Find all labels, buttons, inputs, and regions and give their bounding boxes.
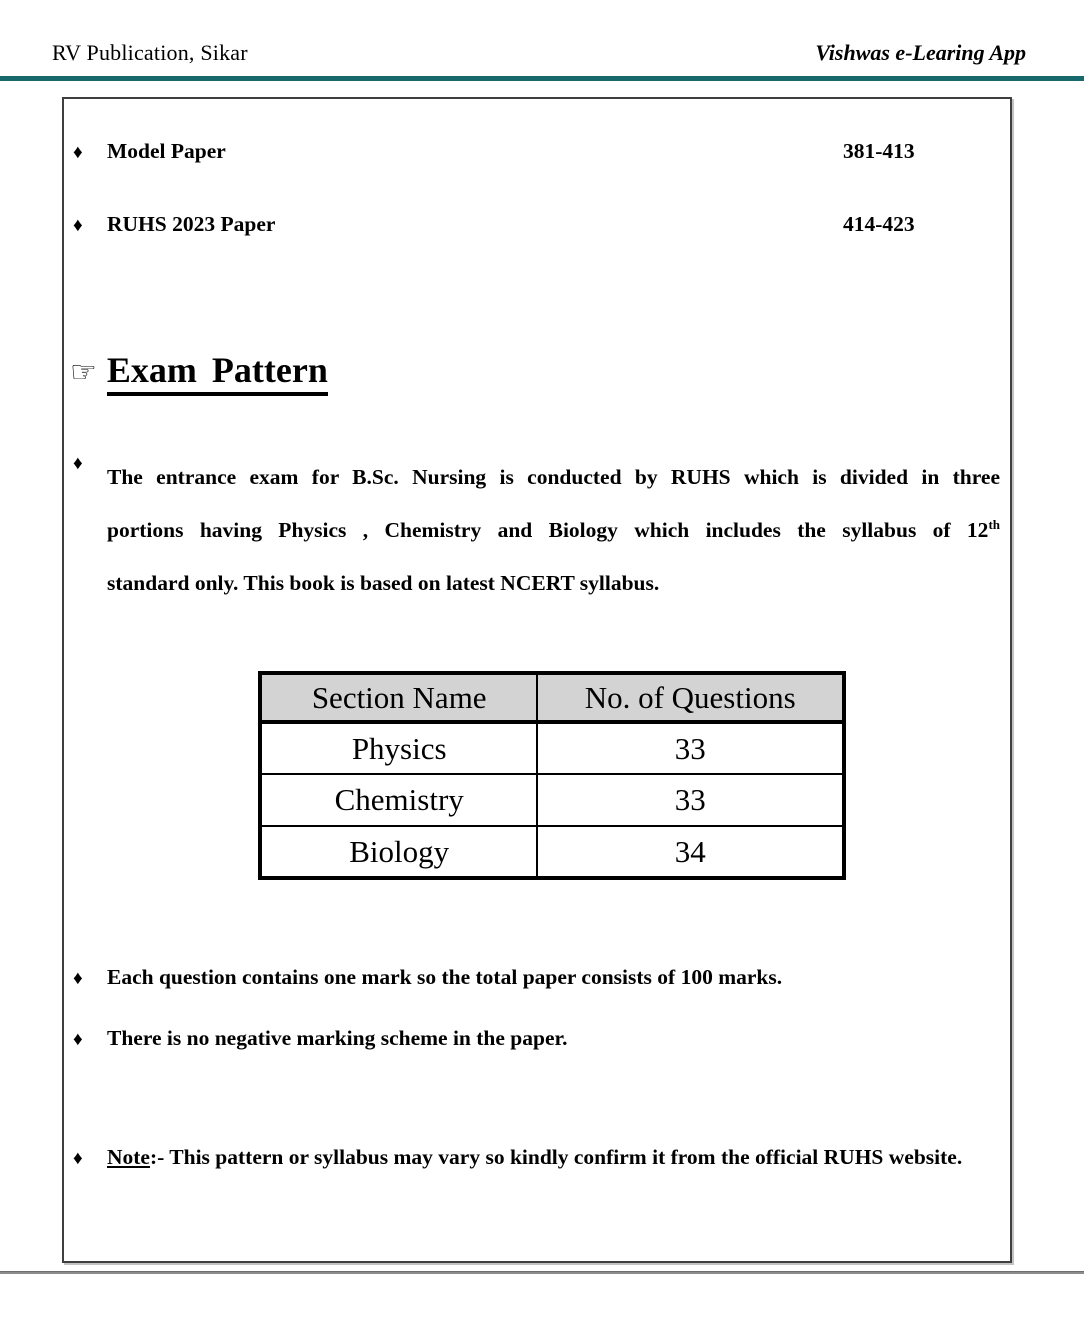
cell-section-name: Biology (260, 826, 537, 878)
note-disclaimer-text: :- This pattern or syllabus may vary so kindly confirm it from the official RUHS website. (149, 1145, 963, 1169)
toc-item-pages: 414-423 (843, 212, 915, 236)
note-text: Each question contains one mark so the total paper consists of 100 marks. (107, 965, 783, 989)
toc-item-model-paper (64, 139, 1010, 164)
note-negative-marking (64, 1026, 1010, 1051)
app-name: Vishwas e-Learing App (815, 40, 1026, 65)
pointing-hand-icon: ☞ (70, 356, 97, 389)
intro-line-1: The entrance exam for B.Sc. Nursing is conducted by RUHS which is divided in three (107, 465, 1000, 489)
note-disclaimer (64, 1145, 1010, 1170)
exam-pattern-table (258, 671, 846, 880)
diamond-bullet-icon: ♦ (73, 1029, 83, 1050)
intro-line-3: standard only. This book is based on latest NCERT syllabus. (107, 571, 660, 595)
column-header-section-name: Section Name (260, 673, 537, 722)
diamond-bullet-icon: ♦ (73, 1148, 83, 1169)
intro-paragraph (64, 451, 1010, 610)
diamond-bullet-icon: ♦ (73, 142, 83, 163)
cell-section-name: Chemistry (260, 774, 537, 826)
section-heading (70, 351, 328, 396)
note-text (107, 1145, 962, 1170)
column-header-no-of-questions: No. of Questions (537, 673, 844, 722)
cell-question-count: 34 (537, 826, 844, 878)
intro-line-2 (107, 504, 1000, 557)
note-label: Note (107, 1145, 150, 1169)
section-title: Exam Pattern (107, 351, 328, 396)
page-header (52, 40, 1026, 66)
table-row (260, 826, 844, 878)
table-header-row (260, 673, 844, 722)
cell-question-count: 33 (537, 774, 844, 826)
toc-item-pages: 381-413 (843, 139, 915, 163)
toc-item-label: Model Paper (107, 139, 226, 163)
note-marks (64, 965, 1010, 990)
publisher-name: RV Publication, Sikar (52, 40, 248, 65)
cell-question-count: 33 (537, 722, 844, 774)
table-row (260, 774, 844, 826)
toc-item-ruhs-2023-paper (64, 212, 1010, 237)
intro-text (107, 451, 1000, 610)
diamond-bullet-icon: ♦ (73, 453, 83, 474)
diamond-bullet-icon: ♦ (73, 968, 83, 989)
note-text: There is no negative marking scheme in the paper. (107, 1026, 568, 1050)
content-box (62, 97, 1012, 1263)
intro-line-2-text: portions having Physics , Chemistry and Biology which includes the syllabus of 12 (107, 518, 989, 542)
table-row (260, 722, 844, 774)
toc-item-label: RUHS 2023 Paper (107, 212, 276, 236)
bottom-rule (0, 1271, 1084, 1274)
header-rule (0, 76, 1084, 81)
diamond-bullet-icon: ♦ (73, 215, 83, 236)
intro-line-2-superscript: th (988, 516, 1000, 532)
cell-section-name: Physics (260, 722, 537, 774)
